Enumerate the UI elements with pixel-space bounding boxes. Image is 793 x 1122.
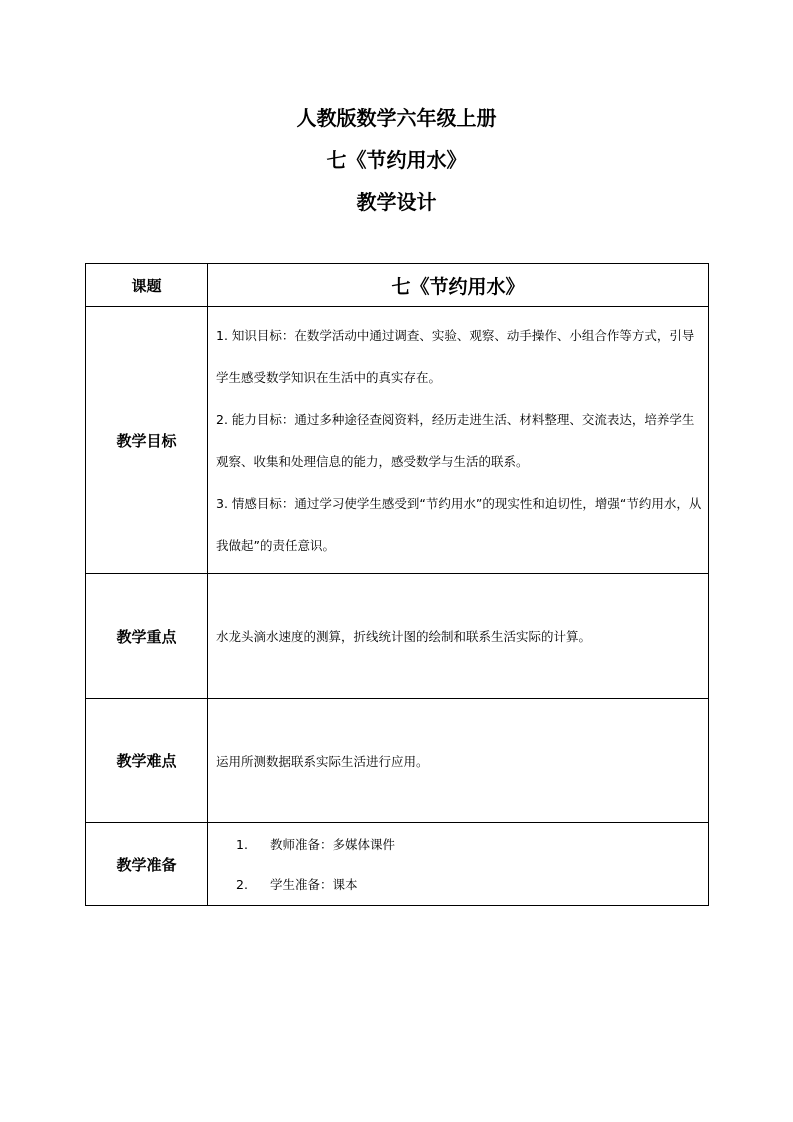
list-item (236, 864, 708, 904)
lesson-plan-table (85, 263, 709, 906)
document-subtitle: 教学设计 (356, 190, 437, 214)
difficulties-label: 教学难点 (86, 699, 208, 823)
list-number: 1. (236, 836, 248, 852)
goal-ability: 2. 能力目标：通过多种途径查阅资料，经历走进生活、材料整理、交流表达，培养学生观察、收集和处理信息的能力，感受数学与生活的联系。 (216, 412, 695, 469)
preparation-content (208, 823, 709, 906)
preparation-label: 教学准备 (86, 823, 208, 906)
key-points-row (86, 574, 709, 699)
list-number: 2. (236, 876, 248, 892)
list-text: 学生准备：课本 (270, 877, 358, 892)
goals-label: 教学目标 (86, 307, 208, 574)
subject-value: 七《节约用水》 (208, 264, 709, 307)
preparation-row (86, 823, 709, 906)
list-text: 教师准备：多媒体课件 (270, 837, 396, 852)
subject-label: 课题 (86, 264, 208, 307)
goals-row (86, 307, 709, 574)
goal-knowledge: 1. 知识目标：在数学活动中通过调查、实验、观察、动手操作、小组合作等方式，引导学生感受数学知识在生活中的真实存在。 (216, 328, 695, 385)
subject-row (86, 264, 709, 307)
goals-content (208, 307, 709, 574)
key-points-content: 水龙头滴水速度的测算，折线统计图的绘制和联系生活实际的计算。 (208, 574, 709, 699)
lesson-title: 七《节约用水》 (326, 148, 467, 172)
difficulties-content: 运用所测数据联系实际生活进行应用。 (208, 699, 709, 823)
key-points-label: 教学重点 (86, 574, 208, 699)
list-item (236, 824, 708, 864)
goal-emotion: 3. 情感目标：通过学习使学生感受到“节约用水”的现实性和迫切性，增强“节约用水，从我做起”的责任意识。 (216, 496, 702, 553)
document-title: 人教版数学六年级上册 (296, 106, 497, 130)
difficulties-row (86, 699, 709, 823)
